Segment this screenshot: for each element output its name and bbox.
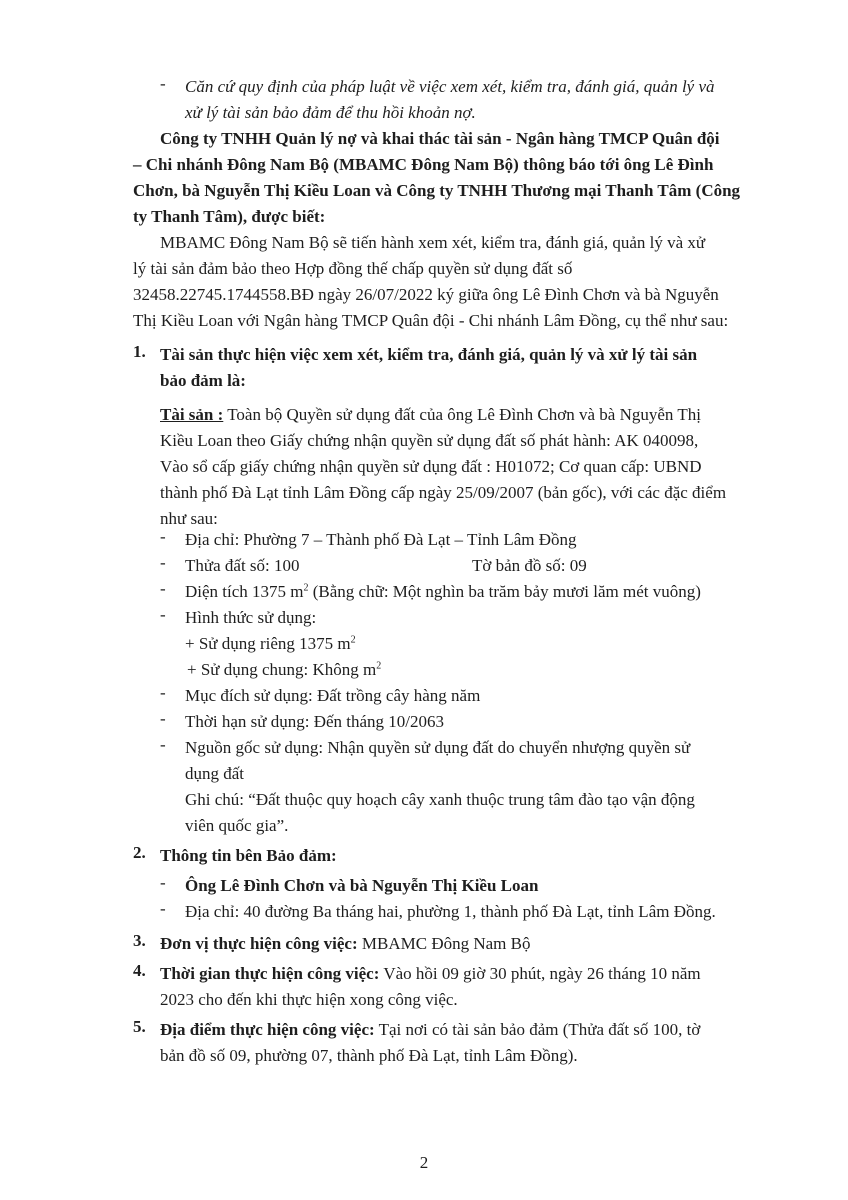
usage-term: Thời hạn sử dụng: Đến tháng 10/2063 xyxy=(185,712,445,731)
notice-paragraph xyxy=(133,126,778,230)
bullet-dash: - xyxy=(160,873,166,892)
bullet-dash: - xyxy=(160,899,166,918)
bullet-dash: - xyxy=(160,735,166,754)
section-3 xyxy=(160,931,531,957)
bullet-dash: - xyxy=(160,683,166,702)
asset-line-4: thành phố Đà Lạt tỉnh Lâm Đồng cấp ngày 25/09/2007 (bản gốc), với các đặc điểm xyxy=(160,483,727,502)
bullet-dash: - xyxy=(160,605,166,624)
section-1-heading-line-1: Tài sản thực hiện việc xem xét, kiểm tra, đánh giá, quản lý và xử lý tài sản xyxy=(160,345,698,364)
bullet-dash: - xyxy=(160,74,166,93)
section-3-value: MBAMC Đông Nam Bộ xyxy=(357,934,531,953)
bullet-dash: - xyxy=(160,527,166,546)
notice-line-2: – Chi nhánh Đông Nam Bộ (MBAMC Đông Nam Bộ) thông báo tới ông Lê Đình xyxy=(133,155,714,174)
body-line-4: Thị Kiều Loan với Ngân hàng TMCP Quân đội - Chi nhánh Lâm Đồng, cụ thể như sau: xyxy=(133,311,729,330)
secured-party-address: Địa chỉ: 40 đường Ba tháng hai, phường 1, thành phố Đà Lạt, tỉnh Lâm Đồng. xyxy=(185,902,716,921)
section-4-value-line-1: Vào hồi 09 giờ 30 phút, ngày 26 tháng 10 năm xyxy=(379,964,701,983)
section-4-value-line-2: 2023 cho đến khi thực hiện xong công việc. xyxy=(160,990,458,1009)
private-use: + Sử dụng riêng 1375 $m^2$ xyxy=(185,634,356,653)
note-line-2: viên quốc gia”. xyxy=(185,816,289,835)
shared-use: + Sử dụng chung: Không $m^2$ xyxy=(187,660,382,679)
body-line-3: 32458.22745.1744558.BĐ ngày 26/07/2022 ký giữa ông Lê Đình Chơn và bà Nguyễn xyxy=(133,285,719,304)
map-sheet-number: Tờ bản đồ số: 09 xyxy=(472,556,587,575)
section-2-number: 2. xyxy=(133,843,146,862)
notice-line-3: Chơn, bà Nguyễn Thị Kiều Loan và Công ty TNHH Thương mại Thanh Tâm (Công xyxy=(133,181,741,200)
origin-line-2: dụng đất xyxy=(185,764,245,783)
land-area: Diện tích 1375 $m^2$ (Bằng chữ: Một nghìn ba trăm bảy mươi lăm mét vuông) xyxy=(185,582,701,601)
land-purpose: Mục đích sử dụng: Đất trồng cây hàng năm xyxy=(185,686,481,705)
section-5-number: 5. xyxy=(133,1017,146,1036)
notice-line-4: ty Thanh Tâm), được biết: xyxy=(133,207,326,226)
section-4-label: Thời gian thực hiện công việc: xyxy=(160,964,380,983)
bullet-dash: - xyxy=(160,579,166,598)
section-3-label: Đơn vị thực hiện công việc: xyxy=(160,934,358,953)
asset-label: Tài sản : xyxy=(160,405,224,424)
origin-line-1: Nguồn gốc sử dụng: Nhận quyền sử dụng đất do chuyển nhượng quyền sử xyxy=(185,738,691,757)
notice-line-1: Công ty TNHH Quản lý nợ và khai thác tài sản - Ngân hàng TMCP Quân đội xyxy=(160,129,720,148)
section-4 xyxy=(160,961,780,1013)
usage-form: Hình thức sử dụng: xyxy=(185,608,317,627)
section-1-heading-line-2: bảo đảm là: xyxy=(160,371,246,390)
asset-address: Địa chỉ: Phường 7 – Thành phố Đà Lạt – Tỉnh Lâm Đồng xyxy=(185,530,577,549)
land-origin xyxy=(185,735,780,839)
page-number: 2 xyxy=(419,1153,429,1172)
bullet-dash: - xyxy=(160,553,166,572)
section-2-heading: Thông tin bên Bảo đảm: xyxy=(160,846,337,865)
legal-basis-line-1: Căn cứ quy định của pháp luật về việc xem xét, kiểm tra, đánh giá, quản lý và xyxy=(185,77,715,96)
asset-line-2: Kiều Loan theo Giấy chứng nhận quyền sử dụng đất số phát hành: AK 040098, xyxy=(160,431,699,450)
asset-line-3: Vào sổ cấp giấy chứng nhận quyền sử dụng đất : H01072; Cơ quan cấp: UBND xyxy=(160,457,702,476)
bullet-dash: - xyxy=(160,709,166,728)
section-5-value-line-2: bản đồ số 09, phường 07, thành phố Đà Lạt, tỉnh Lâm Đồng). xyxy=(160,1046,578,1065)
section-4-number: 4. xyxy=(133,961,146,980)
asset-description xyxy=(160,402,780,532)
body-line-2: lý tài sản đảm bảo theo Hợp đồng thế chấp quyền sử dụng đất số xyxy=(133,259,573,278)
legal-basis-line-2: xử lý tài sản bảo đảm để thu hồi khoản nợ. xyxy=(185,103,476,122)
legal-basis-bullet xyxy=(185,74,775,126)
section-3-number: 3. xyxy=(133,931,146,950)
body-line-1: MBAMC Đông Nam Bộ sẽ tiến hành xem xét, kiểm tra, đánh giá, quản lý và xử xyxy=(160,233,706,252)
body-paragraph xyxy=(133,230,778,334)
section-5-label: Địa điểm thực hiện công việc: xyxy=(160,1020,375,1039)
parcel-number: Thửa đất số: 100 xyxy=(185,556,300,575)
section-1-heading xyxy=(160,342,780,394)
section-5 xyxy=(160,1017,780,1069)
section-5-value-line-1: Tại nơi có tài sản bảo đảm (Thửa đất số 100, tờ xyxy=(374,1020,701,1039)
note-line-1: Ghi chú: “Đất thuộc quy hoạch cây xanh thuộc trung tâm đào tạo vận động xyxy=(185,790,695,809)
asset-line-5: như sau: xyxy=(160,509,218,528)
section-1-number: 1. xyxy=(133,342,146,361)
asset-line-1: Toàn bộ Quyền sử dụng đất của ông Lê Đình Chơn và bà Nguyễn Thị xyxy=(223,405,701,424)
secured-party-names: Ông Lê Đình Chơn và bà Nguyễn Thị Kiều Loan xyxy=(185,876,539,895)
